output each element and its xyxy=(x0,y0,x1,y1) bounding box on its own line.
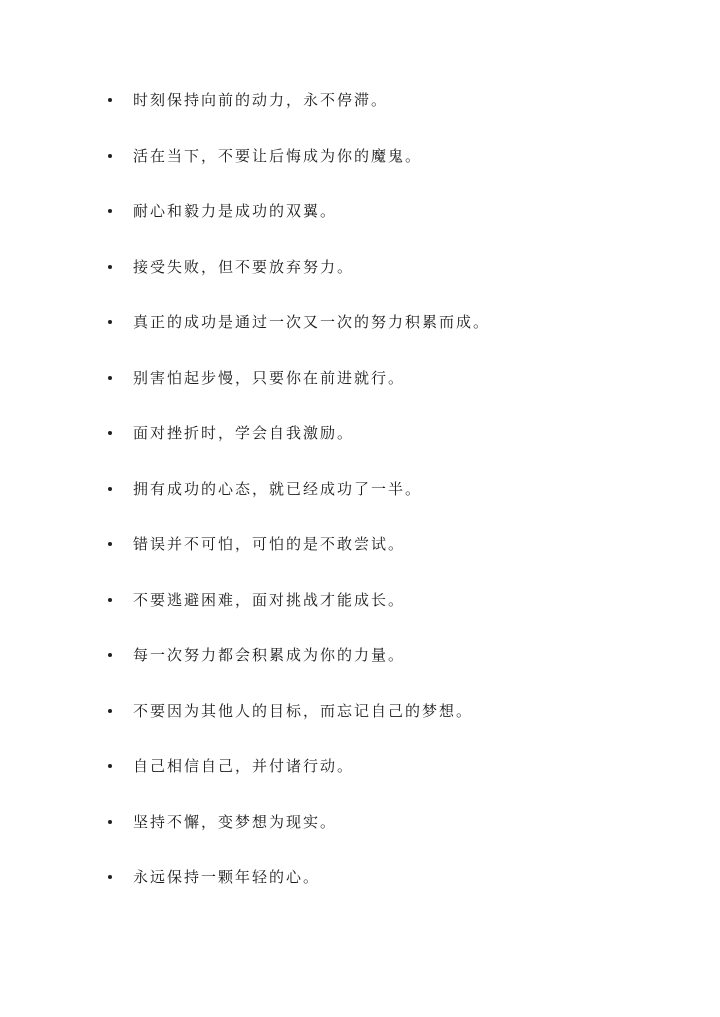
list-item xyxy=(105,195,665,251)
bullet-icon xyxy=(108,653,112,657)
list-item xyxy=(105,861,665,917)
bullet-icon xyxy=(108,98,112,102)
list-item-text: 永远保持一颗年轻的心。 xyxy=(133,868,321,886)
list-item xyxy=(105,251,665,307)
bullet-icon xyxy=(108,542,112,546)
bullet-icon xyxy=(108,487,112,491)
bullet-icon xyxy=(108,709,112,713)
bullet-icon xyxy=(108,376,112,380)
list-item-text: 坚持不懈，变梦想为现实。 xyxy=(133,812,338,831)
list-item-text: 每一次努力都会积累成为你的力量。 xyxy=(133,646,406,664)
list-item-text: 别害怕起步慢，只要你在前进就行。 xyxy=(133,368,406,387)
list-item xyxy=(105,306,665,362)
bullet-icon xyxy=(108,154,112,158)
list-item-text: 耐心和毅力是成功的双翼。 xyxy=(133,202,338,220)
bullet-icon xyxy=(108,209,112,213)
list-item xyxy=(105,695,665,751)
bullet-icon xyxy=(108,764,112,768)
list-item-text: 自己相信自己，并付诸行动。 xyxy=(133,757,355,775)
motivational-list xyxy=(105,84,665,917)
bullet-icon xyxy=(108,598,112,602)
bullet-icon xyxy=(108,875,112,879)
list-item xyxy=(105,750,665,806)
bullet-icon xyxy=(108,820,112,824)
list-item xyxy=(105,84,665,140)
list-item-text: 拥有成功的心态，就已经成功了一半。 xyxy=(133,479,423,498)
list-item-text: 时刻保持向前的动力，永不停滞。 xyxy=(133,91,389,109)
list-item-text: 错误并不可怕，可怕的是不敢尝试。 xyxy=(133,535,406,553)
list-item xyxy=(105,528,665,584)
bullet-icon xyxy=(108,320,112,324)
bullet-icon xyxy=(108,431,112,435)
list-item xyxy=(105,417,665,473)
list-item xyxy=(105,584,665,640)
list-item xyxy=(105,639,665,695)
list-item-text: 不要逃避困难，面对挑战才能成长。 xyxy=(133,590,406,609)
list-item xyxy=(105,806,665,862)
list-item-text: 活在当下，不要让后悔成为你的魔鬼。 xyxy=(133,146,423,165)
list-item-text: 不要因为其他人的目标，而忘记自己的梦想。 xyxy=(133,701,474,720)
list-item xyxy=(105,362,665,418)
list-item-text: 接受失败，但不要放弃努力。 xyxy=(133,257,355,276)
list-item-text: 面对挫折时，学会自我激励。 xyxy=(133,424,355,442)
bullet-icon xyxy=(108,265,112,269)
list-item xyxy=(105,140,665,196)
list-item xyxy=(105,473,665,529)
list-item-text: 真正的成功是通过一次又一次的努力积累而成。 xyxy=(133,313,491,331)
